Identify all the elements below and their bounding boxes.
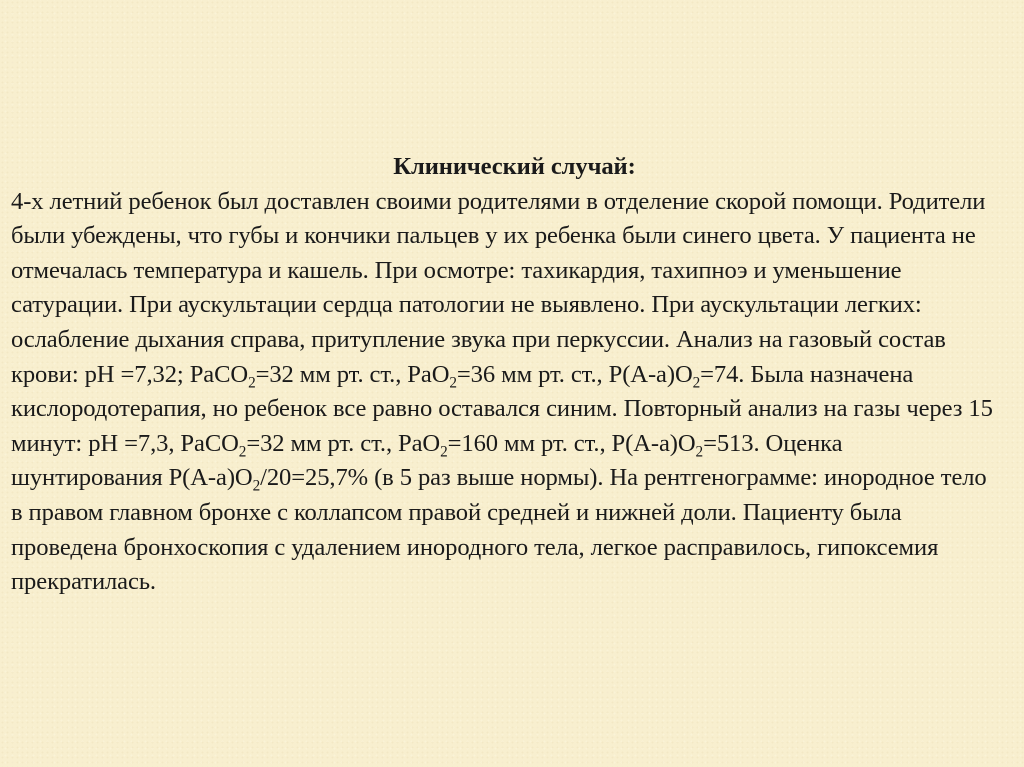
subscript: 2: [449, 373, 457, 391]
text-segment: =32 мм рт. ст., PaO: [246, 429, 441, 457]
case-description: [11, 185, 996, 600]
slide-content: [11, 150, 996, 600]
text-segment: =36 мм рт. ст., P(A-a)O: [456, 360, 693, 388]
text-segment: 4-х летний ребенок был доставлен своими родителями в отделение скорой помощи. Родители были убеждены, что губы и кончики пальцев у их ребенка были синего цвета. У пациента не отмечалась температура и кашель. При осмотре: тахикардия, тахипноэ и уменьшение сатурации. При аускультации сердца патологии не выявлено. При аускультации легких: ослабление дыхания справа, притупление звука при перкуссии. Анализ на газовый состав крови: рН =7,32; PaCO: [11, 187, 986, 388]
text-segment: /20=25,7% (в 5 раз выше нормы). На рентгенограмме: инородное тело в правом главном бронхе с коллапсом правой средней и нижней доли. Пациенту была проведена бронхоскопия с удалением инородного тела, легкое расправилось, гипоксемия прекратилась.: [11, 464, 987, 596]
subscript: 2: [692, 373, 701, 391]
subscript: 2: [695, 443, 704, 461]
subscript: 2: [252, 477, 261, 495]
text-segment: =32 мм рт. ст., PaO: [255, 360, 450, 388]
subscript: 2: [440, 443, 448, 461]
subscript: 2: [238, 443, 247, 461]
text-segment: =74. Была назначена кислородотерапия, но ребенок все равно оставался синим. Повторный анализ на газы через 15 минут: рН =7,3, PaCO: [11, 360, 993, 457]
slide-title: Клинический случай:: [393, 153, 636, 180]
subscript: 2: [248, 373, 256, 391]
text-segment: =513. Оценка шунтирования P(A-a)O: [11, 429, 843, 492]
text-segment: =160 мм рт. ст., P(A-a)O: [447, 429, 696, 457]
